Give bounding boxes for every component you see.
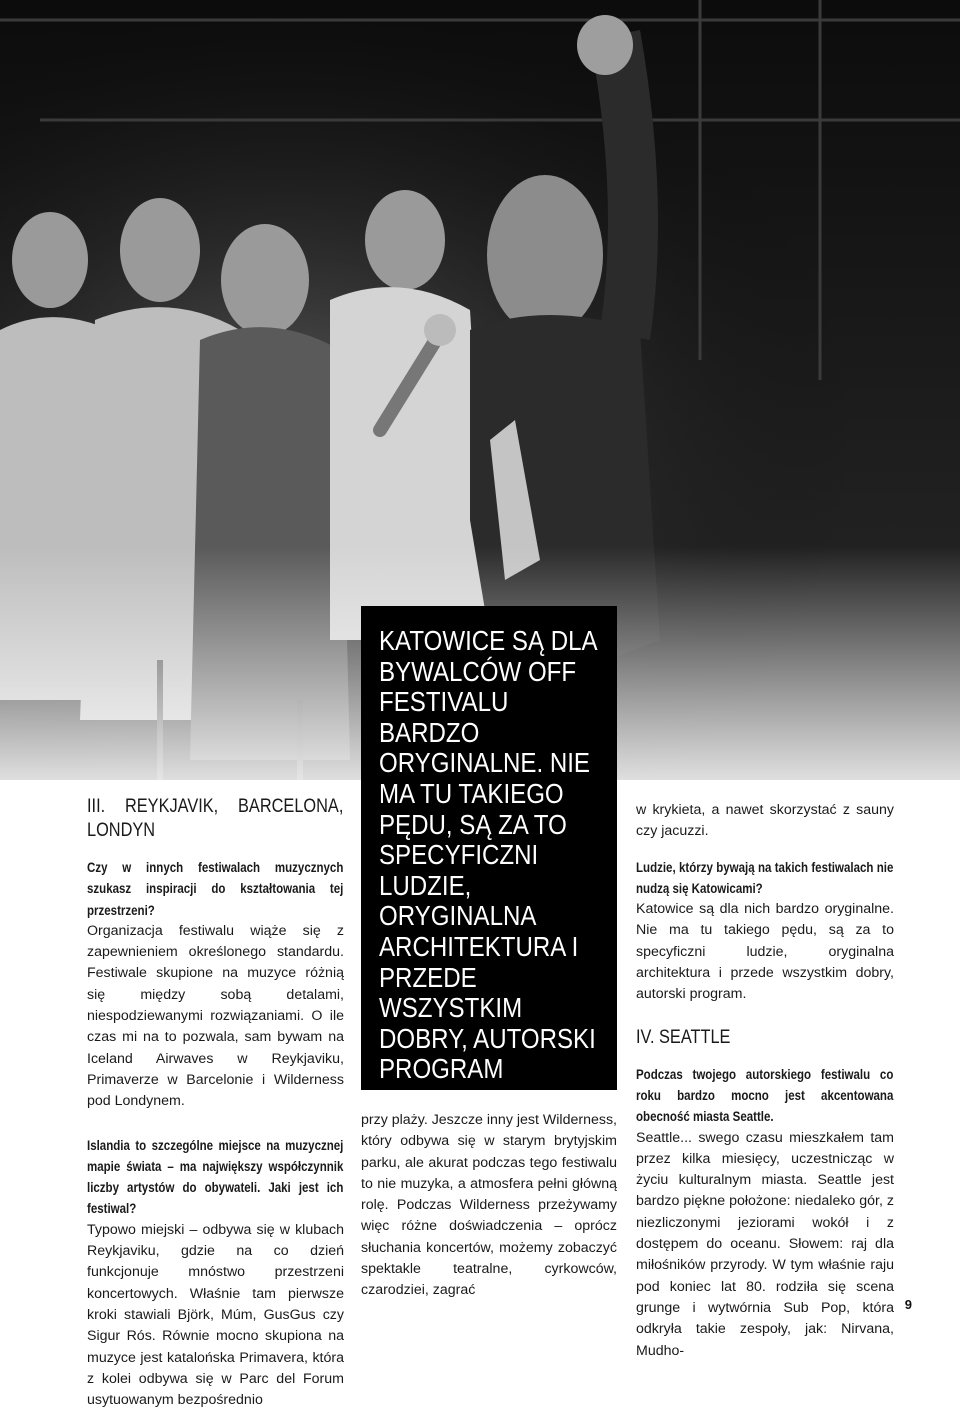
column-3 [636,800,894,1362]
question-4: Podczas twojego autorskiego festiwalu co roku bardzo mocno jest akcentowana obecność miasta Seattle. [636,1066,894,1125]
question-2: Islandia to szczególne miejsce na muzycznej mapie świata – ma największy współczynnik liczby artystów do obywateli. Jaki jest ich festiwal? [87,1137,344,1217]
question-1: Czy w innych festiwalach muzycznych szukasz inspiracji do kształtowania tej przestrzeni? [87,860,344,918]
section-heading-iii: III. REYKJAVIK, BARCELONA, LONDYN [87,796,344,841]
section-heading-iv: IV. SEATTLE [636,1026,731,1048]
question-3: Ludzie, którzy bywają na takich festiwalach nie nudzą się Katowicami? [636,859,894,896]
pullquote-box [361,606,617,1090]
column-3-intro: w krykieta, a nawet skorzystać z sauny czy jacuzzi. [636,802,894,840]
answer-1: Organizacja festiwalu wiąże się z zapewnieniem określonego standardu. Festiwale skupione na muzyce różnią się między sobą detalami, niespodziewanymi rozwiązaniami. O ile czas mi na to pozwala, sam bywam na Iceland Airwaves w Reykjaviku, Primaverze w Barcelonie i Wilderness pod Londynem. [87,922,344,1110]
answer-2: Typowo miejski – odbywa się w klubach Reykjaviku, gdzie na co dzień funkcjonuje mnóstwo przestrzeni koncertowych. Właśnie tam pierwsze kroki stawiali Björk, Múm, GusGus czy Sigur Rós. Równie mocno skupiona na muzyce jest katalońska Primavera, która z kolei odbywa się w Parc del Forum usytuowanym bezpośrednio [87,1221,344,1409]
answer-3: Katowice są dla nich bardzo oryginalne. Nie ma tu takiego pędu, są za to specyficzni ludzie, oryginalna architektura i przede wszystkim dobry, autorski program. [636,901,894,1003]
column-1 [87,795,344,1411]
column-2 [361,1110,617,1302]
column-2-text: przy plaży. Jeszcze inny jest Wilderness, który odbywa się w starym brytyjskim parku, ale akurat podczas tego festiwalu to nie muzyka, a atmosfera pełni główną rolę. Podczas Wilderness przeżywamy więc różne doświadczenia – oprócz słuchania koncertów, możemy zobaczyć spektakle teatralne, cyrkowców, czarodziei, zagrać [361,1112,617,1299]
answer-4: Seattle... swego czasu mieszkałem tam przez kilka miesięcy, uczestnicząc w życiu kulturalnym miasta. Seattle jest bardzo piękne położone: niedaleko gór, z niezliczonymi jeziorami wokół i z dostępem do oceanu. Słowem: raj dla miłośników przyrody. W tym właśnie raju pod koniec lat 80. rodziła się scena grunge i wytwórnia Sub Pop, która odkryła takie zespoły, jak: Nirvana, Mudho- [636,1129,894,1359]
page-number: 9 [904,1297,912,1312]
pullquote-text: KATOWICE SĄ DLA BYWALCÓW OFF FESTIVALU BARDZO ORYGINALNE. NIE MA TU TAKIEGO PĘDU, SĄ ZA TO SPECYFICZNI LUDZIE, ORYGINALNA ARCHITEKTURA I PRZEDE WSZYSTKIM DOBRY, AUTORSKI PROGRAM [379,625,597,1085]
